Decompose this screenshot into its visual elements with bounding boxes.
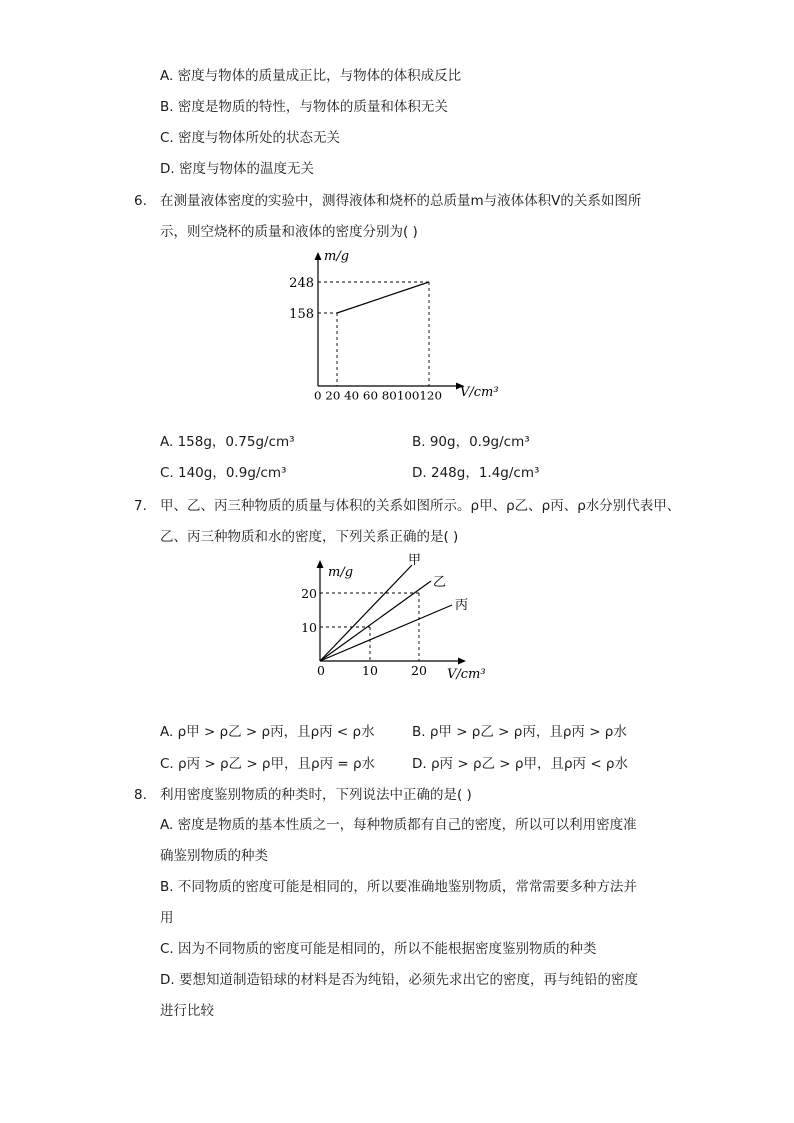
- q7-option-a: A. ρ甲 > ρ乙 > ρ丙，且ρ丙 < ρ水: [160, 724, 375, 740]
- q8-option-d-line1: D. 要想知道制造铅球的材料是否为纯铅，必须先求出它的密度，再与纯铅的密度: [160, 972, 638, 988]
- q7-option-c: C. ρ丙 > ρ乙 > ρ甲，且ρ丙 = ρ水: [160, 756, 376, 772]
- q5-option-b: B. 密度是物质的特性，与物体的质量和体积无关: [160, 99, 448, 115]
- q5-option-a: A. 密度与物体的质量成正比，与物体的体积成反比: [160, 68, 462, 84]
- q6-y-tick-158: 158: [289, 307, 314, 322]
- q7-x-tick-20: 20: [411, 663, 427, 678]
- q8-option-d-line2: 进行比较: [160, 1003, 214, 1019]
- q7-y-tick-20: 20: [301, 586, 317, 601]
- q7-label-jia: 甲: [408, 553, 422, 568]
- q6-x-axis-label: V/cm³: [460, 385, 499, 400]
- q8-option-a-line2: 确鉴别物质的种类: [160, 848, 268, 864]
- q5-option-d: D. 密度与物体的温度无关: [160, 161, 314, 177]
- q6-stem-line1: 在测量液体密度的实验中，测得液体和烧杯的总质量m与液体体积V的关系如图所: [160, 193, 642, 209]
- q6-stem-line2: 示，则空烧杯的质量和液体的密度分别为( ): [160, 224, 418, 240]
- q7-x-tick-10: 10: [362, 663, 378, 678]
- q6-graph: [280, 246, 520, 406]
- q7-stem-line2: 乙、丙三种物质和水的密度，下列关系正确的是( ): [160, 529, 459, 545]
- q6-y-axis-label: m/g: [324, 249, 350, 264]
- q6-x-ticks: 0 20 40 60 80100120: [314, 388, 442, 403]
- q8-option-a-line1: A. 密度是物质的基本性质之一，每种物质都有自己的密度，所以可以利用密度准: [160, 817, 637, 833]
- q5-option-c: C. 密度与物体所处的状态无关: [160, 130, 341, 146]
- q7-y-tick-10: 10: [301, 620, 317, 635]
- q8-stem: 利用密度鉴别物质的种类时，下列说法中正确的是( ): [160, 787, 472, 803]
- q6-option-a: A. 158g，0.75g/cm³: [160, 434, 295, 450]
- q6-option-b: B. 90g，0.9g/cm³: [412, 434, 530, 450]
- q6-number: 6.: [134, 193, 147, 209]
- q8-number: 8.: [134, 787, 147, 803]
- q7-origin: 0: [317, 663, 325, 678]
- q7-number: 7.: [134, 498, 147, 514]
- q6-option-d: D. 248g，1.4g/cm³: [412, 465, 540, 481]
- q7-y-axis-label: m/g: [328, 565, 354, 580]
- q7-stem-line1: 甲、乙、丙三种物质的质量与体积的关系如图所示。ρ甲、ρ乙、ρ丙、ρ水分别代表甲、: [160, 498, 681, 514]
- q7-label-yi: 乙: [433, 575, 447, 590]
- q6-option-c: C. 140g，0.9g/cm³: [160, 465, 287, 481]
- q7-option-b: B. ρ甲 > ρ乙 > ρ丙，且ρ丙 > ρ水: [412, 724, 627, 740]
- q8-option-b-line2: 用: [160, 910, 174, 926]
- q6-y-tick-248: 248: [289, 276, 314, 291]
- q7-graph: [300, 548, 510, 688]
- q7-option-d: D. ρ丙 > ρ乙 > ρ甲，且ρ丙 < ρ水: [412, 756, 629, 772]
- q7-label-bing: 丙: [455, 598, 469, 613]
- q8-option-c: C. 因为不同物质的密度可能是相同的，所以不能根据密度鉴别物质的种类: [160, 941, 597, 957]
- q8-option-b-line1: B. 不同物质的密度可能是相同的，所以要准确地鉴别物质，常常需要多种方法并: [160, 879, 637, 895]
- q7-x-axis-label: V/cm³: [447, 667, 486, 682]
- q6-data-line: [337, 282, 429, 313]
